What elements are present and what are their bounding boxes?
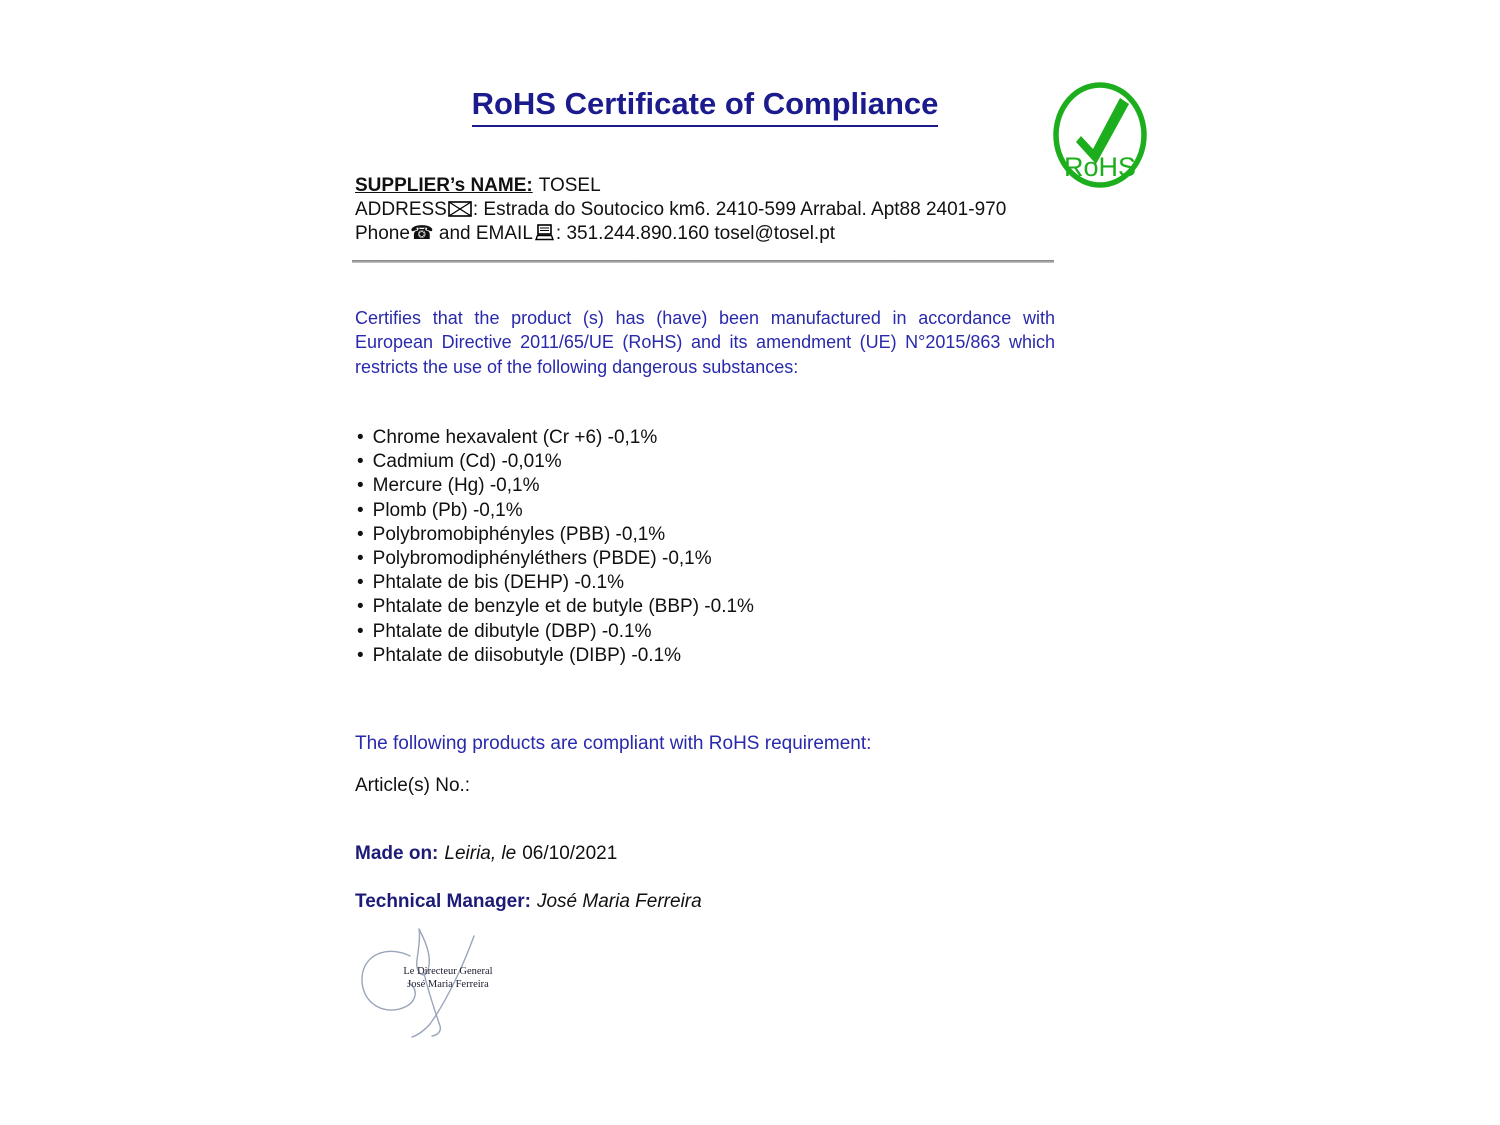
substance-item: • Phtalate de benzyle et de butyle (BBP) -0.1% [357,595,1077,619]
substance-item: • Phtalate de dibutyle (DBP) -0.1% [357,620,1077,644]
articles-label: Article(s) No.: [355,775,471,796]
contact-value: : 351.244.890.160 tosel@tosel.pt [555,223,836,244]
signature-stamp [390,966,506,991]
substance-item: • Phtalate de bis (DEHP) -0.1% [357,571,1077,595]
address-label: ADDRESS [355,199,447,220]
rohs-check-icon [1050,80,1150,190]
made-on-label: Made on: [355,843,439,864]
substance-item: • Chrome hexavalent (Cr +6) -0,1% [357,426,1077,450]
phone-icon: ☎ [409,223,434,244]
supplier-block [355,174,1065,246]
made-on-line [355,843,1075,865]
made-on-place: Leiria, le [444,843,517,864]
stamp-line-2: José Maria Ferreira [407,978,489,990]
technical-manager-name: José Maria Ferreira [536,891,702,912]
substance-item: • Cadmium (Cd) -0,01% [357,450,1077,474]
rohs-logo-label: RoHS [1063,152,1137,182]
technical-manager-line [355,891,1075,913]
supplier-address-line [355,198,1065,222]
supplier-contact-line [355,222,1065,246]
supplier-name-line [355,174,1065,198]
signature-block [350,916,525,1051]
divider-line [352,260,1054,263]
rohs-logo [1050,80,1150,190]
substance-item: • Polybromodiphényléthers (PBDE) -0,1% [357,547,1077,571]
title-block [355,86,1055,127]
substance-item: • Mercure (Hg) -0,1% [357,474,1077,498]
substances-list [357,426,1077,668]
phone-label: Phone [355,223,410,244]
stamp-line-1: Le Directeur General [403,966,493,977]
made-on-date: 06/10/2021 [522,843,618,864]
supplier-name-label: SUPPLIER’s NAME: [355,175,533,196]
envelope-icon [448,201,472,217]
address-value: : Estrada do Soutocico km6. 2410-599 Arrabal. Apt88 2401-970 [472,199,1007,220]
substance-item: • Polybromobiphényles (PBB) -0,1% [357,523,1077,547]
substance-item: • Phtalate de diisobutyle (DIBP) -0.1% [357,644,1077,668]
technical-manager-label: Technical Manager: [355,891,531,912]
supplier-name-value: TOSEL [538,175,601,196]
page-title: RoHS Certificate of Compliance [472,86,939,127]
certification-paragraph: Certifies that the product (s) has (have) been manufactured in accordance with European Directive 2011/65/UE (RoHS) and its amendment (UE) N°2015/863 which restricts the use of the following dangerous substances: [355,308,1055,377]
computer-icon [534,224,555,241]
email-label: and EMAIL [433,223,533,244]
substance-item: • Plomb (Pb) -0,1% [357,499,1077,523]
compliance-statement: The following products are compliant with RoHS requirement: [355,733,872,754]
